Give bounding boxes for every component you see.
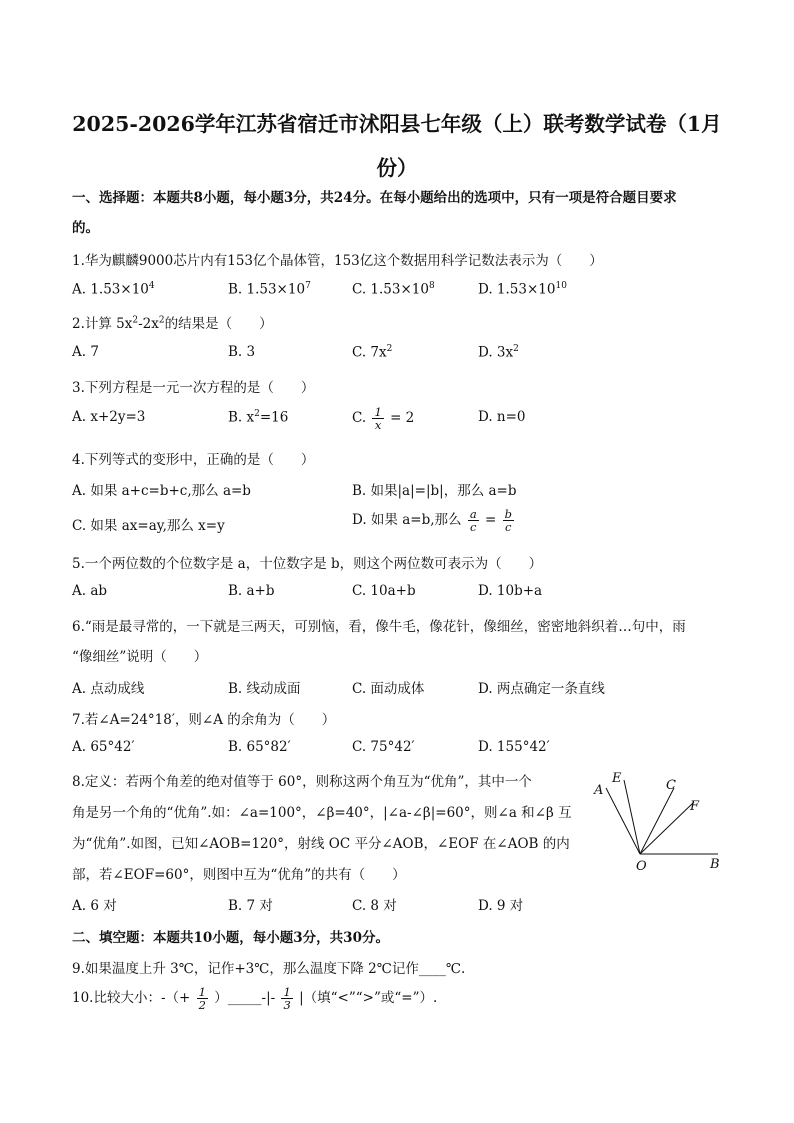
q7-option-a[interactable]: A. 65°42′ xyxy=(72,739,135,755)
q8-option-d[interactable]: D. 9 对 xyxy=(478,898,524,914)
label-f: F xyxy=(690,799,700,814)
q2-option-b[interactable]: B. 3 xyxy=(228,344,256,360)
q7-option-b[interactable]: B. 65°82′ xyxy=(228,739,291,755)
q3-option-d[interactable]: D. n=0 xyxy=(478,409,526,425)
q4-option-d-fraction-b: $\frac{b}{c}$ xyxy=(504,507,512,534)
q5-option-b[interactable]: B. a+b xyxy=(228,583,275,599)
question-2-stem: 2.计算 $5x^2-2x^2$的结果是（ ） xyxy=(72,315,273,332)
q6-option-d[interactable]: D. 两点确定一条直线 xyxy=(478,681,605,697)
q6-option-a[interactable]: A. 点动成线 xyxy=(72,681,145,697)
q4-option-d[interactable]: D. 如果 a=b,那么 $\frac{a}{c}$ = $\frac{b}{c}$ xyxy=(352,507,512,534)
q7-option-d[interactable]: D. 155°42′ xyxy=(478,739,550,755)
q7-option-c[interactable]: C. 75°42′ xyxy=(352,739,415,755)
q2-option-d[interactable]: D. $3x^2$ xyxy=(478,344,519,361)
q3-option-c[interactable]: C. $\frac{1}{x}$ = 2 xyxy=(352,405,415,432)
q2-option-c[interactable]: C. $7x^2$ xyxy=(352,344,393,361)
question-5-options xyxy=(72,583,732,603)
q1-option-c[interactable]: C. $1.53\times 10^8$ xyxy=(352,281,435,298)
question-6-stem: 6.“雨是最寻常的，一下就是三两天，可别恼，看，像牛毛，像花针，像细丝，密密地斜织着…句中，雨 xyxy=(72,619,686,635)
q10-fraction-third: $\frac{1}{3}$ xyxy=(283,985,291,1012)
question-6-stem-cont: “像细丝”说明（ ） xyxy=(72,649,208,665)
section-1-heading-cont: 的。 xyxy=(72,220,99,236)
q8-option-b[interactable]: B. 7 对 xyxy=(228,898,273,914)
label-e: E xyxy=(612,771,622,786)
q8-option-c[interactable]: C. 8 对 xyxy=(352,898,397,914)
angle-figure xyxy=(586,768,726,876)
q3-option-c-fraction: $\frac{1}{x}$ xyxy=(374,405,382,432)
q3-option-b[interactable]: B. $x^2=16$ xyxy=(228,409,289,426)
section-2-heading: 二、填空题：本题共10小题，每小题3分，共30分。 xyxy=(72,930,389,946)
exam-title-line1: 2025-2026学年江苏省宿迁市沭阳县七年级（上）联考数学试卷（1月 xyxy=(72,112,722,136)
q5-option-c[interactable]: C. 10a+b xyxy=(352,583,416,599)
question-3-stem: 3.下列方程是一元一次方程的是（ ） xyxy=(72,380,315,396)
question-2-options xyxy=(72,344,732,364)
q5-option-d[interactable]: D. 10b+a xyxy=(478,583,543,599)
question-8-stem-cont-3: 部，若∠EOF=60°，则图中互为“优角”的共有（ ） xyxy=(72,867,406,883)
label-a: A xyxy=(594,783,604,798)
question-8-stem-cont-1: 角是另一个角的“优角”.如：∠a=100°，∠β=40°，|∠a-∠β|=60°，则∠a 和∠β 互 xyxy=(72,805,572,821)
question-5-stem: 5.一个两位数的个位数字是 a，十位数字是 b，则这个两位数可表示为（ ） xyxy=(72,556,543,572)
label-c: C xyxy=(666,778,676,793)
question-1-stem: 1.华为麒麟9000芯片内有153亿个晶体管，153亿这个数据用科学记数法表示为（ ） xyxy=(72,253,603,269)
question-8-options xyxy=(72,894,732,914)
ray-oc xyxy=(640,788,674,854)
q4-option-b[interactable]: B. 如果|a|=|b|，那么 a=b xyxy=(352,483,517,499)
exam-title xyxy=(60,102,734,190)
section-1-heading: 一、选择题：本题共8小题，每小题3分，共24分。在每小题给出的选项中，只有一项是符合题目要求 xyxy=(72,190,677,206)
q3-option-a[interactable]: A. x+2y=3 xyxy=(72,409,146,425)
question-4-options-row2 xyxy=(72,508,732,536)
question-1-options xyxy=(72,281,732,301)
question-4-stem: 4.下列等式的变形中，正确的是（ ） xyxy=(72,452,315,468)
q1-option-d[interactable]: D. $1.53\times 10^{10}$ xyxy=(478,281,567,298)
q6-option-c[interactable]: C. 面动成体 xyxy=(352,681,425,697)
q10-fraction-half: $\frac{1}{2}$ xyxy=(198,985,206,1012)
label-o: O xyxy=(636,859,647,874)
q4-option-a[interactable]: A. 如果 a+c=b+c,那么 a=b xyxy=(72,483,251,499)
question-10: 10.比较大小：-（+ $\frac{1}{2}$ ）_____-|- $\frac{1}{3}$ |（填“<”“>”或“=”）. xyxy=(72,985,438,1012)
ray-oa xyxy=(606,788,640,854)
q4-option-d-fraction-a: $\frac{a}{c}$ xyxy=(469,507,477,534)
q4-option-c[interactable]: C. 如果 ax=ay,那么 x=y xyxy=(72,518,225,534)
q8-option-a[interactable]: A. 6 对 xyxy=(72,898,117,914)
q1-option-a[interactable]: A. $1.53\times 10^4$ xyxy=(72,281,155,298)
question-9: 9.如果温度上升 3℃，记作+3℃，那么温度下降 2℃记作____℃. xyxy=(72,961,466,977)
q6-option-b[interactable]: B. 线动成面 xyxy=(228,681,301,697)
question-7-options xyxy=(72,739,732,759)
question-7-stem: 7.若∠A=24°18′，则∠A 的余角为（ ） xyxy=(72,712,336,728)
question-4-options-row1 xyxy=(72,479,732,501)
question-3-options xyxy=(72,406,732,430)
question-8-stem: 8.定义：若两个角差的绝对值等于 60°，则称这两个角互为“优角”，其中一个 xyxy=(72,774,532,790)
exam-title-line2: 份） xyxy=(376,156,418,180)
question-6-options xyxy=(72,677,732,697)
ray-oe xyxy=(624,780,640,854)
q2-option-a[interactable]: A. 7 xyxy=(72,344,99,360)
question-8-stem-cont-2: 为“优角”.如图，已知∠AOB=120°，射线 OC 平分∠AOB，∠EOF 在∠AOB 的内 xyxy=(72,836,570,852)
q5-option-a[interactable]: A. ab xyxy=(72,583,108,599)
ray-of xyxy=(640,802,694,854)
q1-option-b[interactable]: B. $1.53\times 10^7$ xyxy=(228,281,311,298)
label-b: B xyxy=(710,857,720,872)
